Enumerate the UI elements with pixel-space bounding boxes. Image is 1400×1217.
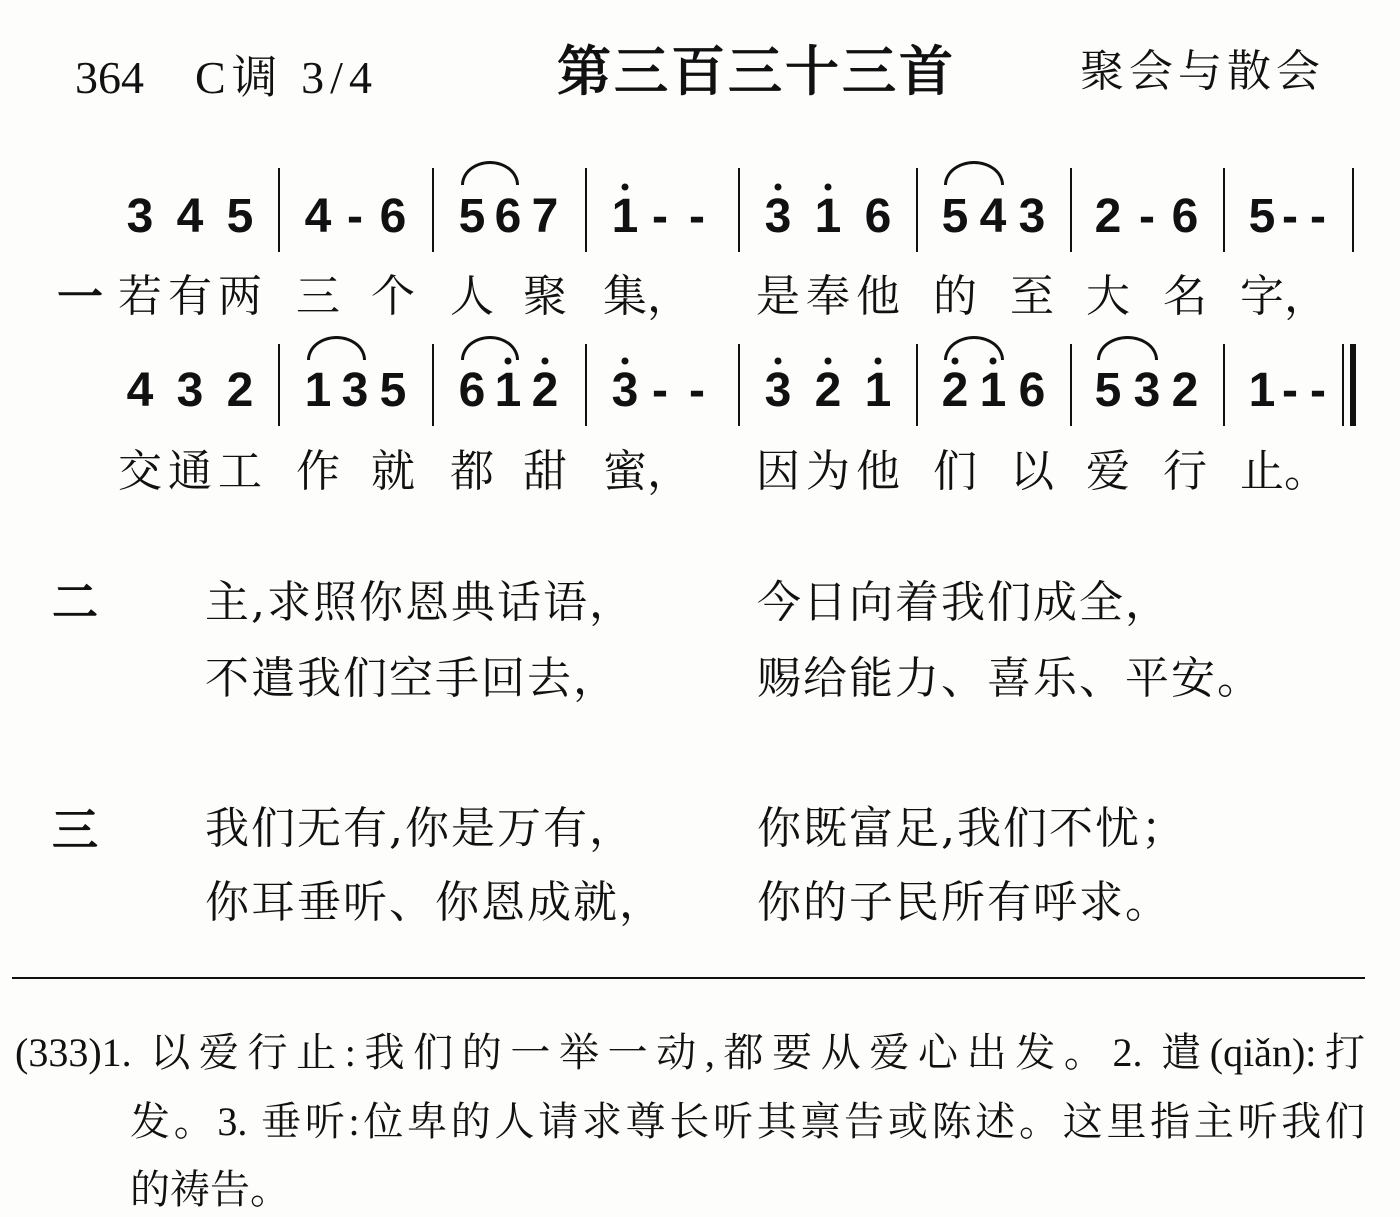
key-and-time-signature: C调 3/4 (195, 52, 378, 103)
note: 4 (979, 190, 1007, 243)
verse-line-text: 不遣我们空手回去， (205, 653, 619, 704)
lyric-syllable: 交 (118, 446, 162, 497)
octave-dot (875, 358, 882, 365)
note: 3 (764, 190, 792, 243)
lyric-syllable: 以 (1010, 446, 1054, 497)
note: 3 (1133, 364, 1161, 417)
lyric-syllable: 止。 (1240, 446, 1328, 497)
verse-number: 三 (52, 803, 98, 857)
barline (916, 168, 918, 252)
lyric-syllable: 他 (856, 271, 900, 322)
note: 3 (1018, 190, 1046, 243)
note: 6 (864, 190, 892, 243)
lyric-syllable: 因 (756, 446, 800, 497)
lyric-syllable: 若 (118, 271, 162, 322)
note: - (347, 190, 363, 243)
hymn-category: 聚会与散会 (1080, 46, 1325, 97)
note: 3 (126, 190, 154, 243)
note: - (652, 190, 668, 243)
lyric-syllable: 们 (933, 446, 977, 497)
barline (1352, 168, 1354, 252)
note: 3 (341, 364, 369, 417)
note: 6 (1171, 190, 1199, 243)
note: 5 (1094, 364, 1122, 417)
note: 4 (126, 364, 154, 417)
verse-line-text: 你耳垂听、你恩成就， (205, 877, 665, 928)
lyric-syllable: 大 (1086, 271, 1130, 322)
note: 1 (864, 364, 892, 417)
barline (1223, 344, 1225, 426)
octave-dot (622, 358, 629, 365)
note: 4 (176, 190, 204, 243)
lyric-syllable: 甜 (523, 446, 567, 497)
note: - (652, 364, 668, 417)
lyric-syllable: 两 (218, 271, 262, 322)
note: 2 (1171, 364, 1199, 417)
lyric-syllable: 作 (296, 446, 340, 497)
note: 2 (941, 364, 969, 417)
note: 6 (458, 364, 486, 417)
note: 4 (304, 190, 332, 243)
note: 1 (814, 190, 842, 243)
note: 5 (1248, 190, 1276, 243)
slur (1097, 336, 1158, 360)
note: 6 (1018, 364, 1046, 417)
barline (278, 168, 280, 252)
note: 2 (531, 364, 559, 417)
lyric-syllable: 奉 (806, 271, 850, 322)
verse-line-text: 我们无有,你是万有， (205, 803, 635, 854)
page-number: 364 (75, 52, 144, 103)
note: - (689, 364, 705, 417)
lyric-syllable: 个 (371, 271, 415, 322)
note: - (1310, 190, 1326, 243)
lyric-syllable: 为 (806, 446, 850, 497)
note: - (689, 190, 705, 243)
footnote-line: (333)1. 以爱行止:我们的一举一动,都要从爱心出发。2. 遣(qiǎn):打 (15, 1030, 1365, 1075)
lyric-syllable: 聚 (523, 271, 567, 322)
barline (585, 168, 587, 252)
lyric-syllable: 行 (1163, 446, 1207, 497)
verse-line-text: 你既富足,我们不忧； (757, 803, 1187, 854)
note: 5 (379, 364, 407, 417)
lyric-syllable: 都 (450, 446, 494, 497)
slur (461, 336, 519, 360)
verse-line-text: 今日向着我们成全， (757, 577, 1171, 628)
note: 2 (1094, 190, 1122, 243)
note: 1 (304, 364, 332, 417)
footnote-line: 发。3. 垂听:位卑的人请求尊长听其禀告或陈述。这里指主听我们 (130, 1099, 1365, 1144)
note: 1 (979, 364, 1007, 417)
barline (432, 344, 434, 426)
lyric-syllable: 的 (933, 271, 977, 322)
final-barline (1342, 344, 1344, 426)
verse-line-text: 主,求照你恩典话语， (205, 577, 635, 628)
note: - (1310, 364, 1326, 417)
lyric-syllable: 就 (371, 446, 415, 497)
note: - (1139, 190, 1155, 243)
lyric-syllable: 蜜， (603, 446, 691, 497)
barline (738, 168, 740, 252)
octave-dot (825, 358, 832, 365)
octave-dot (622, 184, 629, 191)
lyric-syllable: 字， (1240, 271, 1328, 322)
footnote-divider (12, 977, 1365, 979)
barline (916, 344, 918, 426)
barline (1223, 168, 1225, 252)
lyric-syllable: 集， (603, 271, 691, 322)
barline (278, 344, 280, 426)
verse-line-text: 你的子民所有呼求。 (757, 877, 1171, 928)
lyric-syllable: 通 (168, 446, 212, 497)
note: 1 (1248, 364, 1276, 417)
lyric-syllable: 爱 (1086, 446, 1130, 497)
note: 3 (176, 364, 204, 417)
verse-line-text: 赐给能力、喜乐、平安。 (757, 653, 1263, 704)
note: 6 (379, 190, 407, 243)
note: 1 (611, 190, 639, 243)
barline (1070, 344, 1072, 426)
hymn-title: 第三百三十三首 (557, 40, 956, 103)
footnote-line: 的祷告。 (130, 1167, 290, 1212)
octave-dot (775, 184, 782, 191)
note: - (1282, 364, 1298, 417)
lyric-syllable: 名 (1163, 271, 1207, 322)
barline (1070, 168, 1072, 252)
note: 2 (226, 364, 254, 417)
barline (585, 344, 587, 426)
lyric-syllable: 工 (218, 446, 262, 497)
note: 5 (458, 190, 486, 243)
note: - (1282, 190, 1298, 243)
final-barline (1350, 344, 1356, 426)
note: 6 (494, 190, 522, 243)
note: 2 (814, 364, 842, 417)
lyric-syllable: 他 (856, 446, 900, 497)
lyric-syllable: 有 (168, 271, 212, 322)
note: 3 (764, 364, 792, 417)
note: 7 (531, 190, 559, 243)
slur (944, 161, 1004, 185)
barline (738, 344, 740, 426)
octave-dot (775, 358, 782, 365)
note: 5 (941, 190, 969, 243)
slur (461, 161, 519, 185)
verse-number: 一 (57, 270, 103, 324)
slur (307, 336, 366, 360)
verse-number: 二 (52, 575, 98, 629)
barline (432, 168, 434, 252)
slur (944, 336, 1004, 360)
lyric-syllable: 人 (450, 271, 494, 322)
lyric-syllable: 是 (756, 271, 800, 322)
note: 1 (494, 364, 522, 417)
octave-dot (542, 358, 549, 365)
note: 3 (611, 364, 639, 417)
note: 5 (226, 190, 254, 243)
octave-dot (825, 184, 832, 191)
lyric-syllable: 至 (1010, 271, 1054, 322)
lyric-syllable: 三 (296, 271, 340, 322)
